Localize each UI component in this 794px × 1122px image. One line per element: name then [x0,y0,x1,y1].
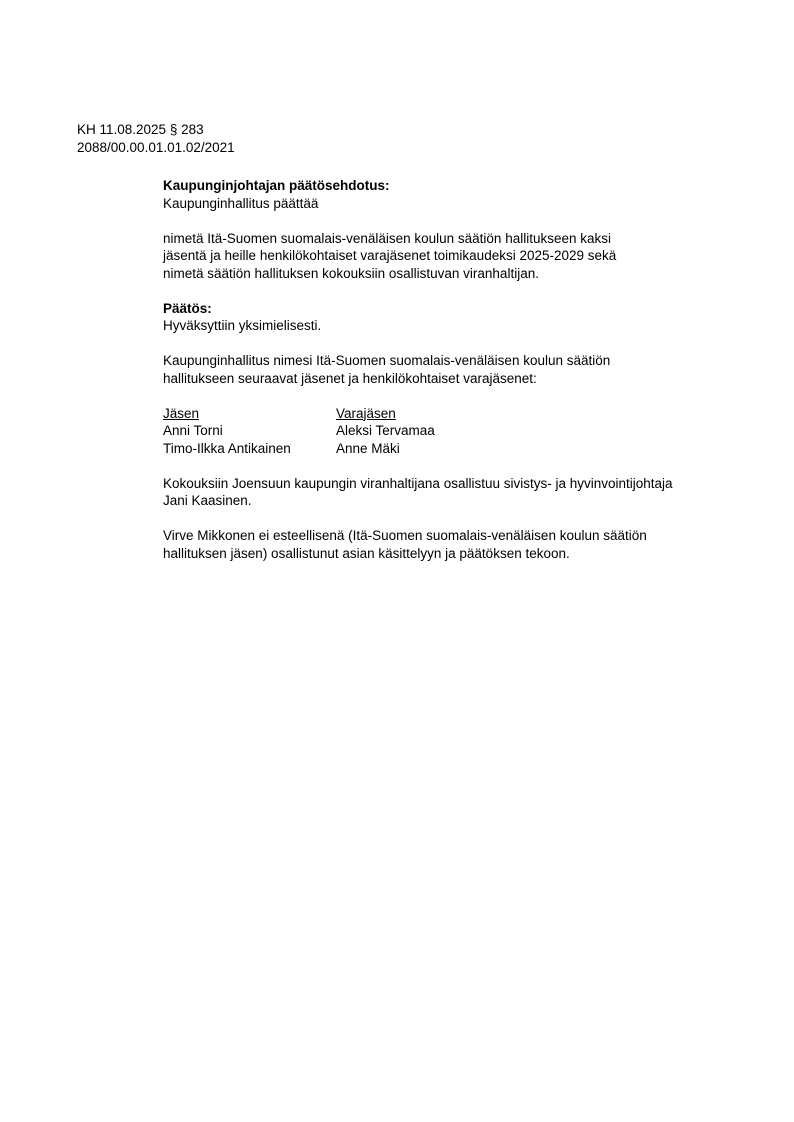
table-row [163,422,435,440]
column-header-member: Jäsen [163,405,200,421]
members-table-header [163,405,435,423]
decision-intro-line: Kaupunginhallitus nimesi Itä-Suomen suomalais-venäläisen koulun säätiön [163,353,611,368]
proposal-heading: Kaupunginjohtajan päätösehdotus: [163,178,390,193]
document-body [163,177,753,562]
proposal-body-line: nimetä säätiön hallituksen kokouksiin osallistuvan viranhaltijan. [163,265,539,281]
members-table [163,405,435,458]
proposal-body-line: jäsentä ja heille henkilökohtaiset varajäsenet toimikaudeksi 2025-2029 sekä [163,248,617,263]
document-header [77,121,235,156]
member-cell: Timo-Ilkka Antikainen [163,440,291,456]
disqualification-line: hallituksen jäsen) osallistunut asian käsittelyyn ja päätöksen tekoon. [163,545,570,561]
table-row [163,440,435,458]
proposal-intro: Kaupunginhallitus päättää [163,195,319,211]
decision-heading: Päätös: [163,300,212,316]
deputy-cell: Anne Mäki [336,440,400,456]
proposal-body-line: nimetä Itä-Suomen suomalais-venäläisen koulun säätiön hallitukseen kaksi [163,230,611,246]
case-number: 2088/00.00.01.01.02/2021 [77,139,235,155]
column-header-deputy: Varajäsen [336,405,396,421]
meeting-reference: KH 11.08.2025 § 283 [77,122,204,137]
member-cell: Anni Torni [163,423,223,438]
disqualification-line: Virve Mikkonen ei esteellisenä (Itä-Suomen suomalais-venäläisen koulun säätiön [163,528,647,543]
official-line: Jani Kaasinen. [163,493,252,508]
deputy-cell: Aleksi Tervamaa [336,423,435,438]
decision-result: Hyväksyttiin yksimielisesti. [163,318,322,333]
official-line: Kokouksiin Joensuun kaupungin viranhaltijana osallistuu sivistys- ja hyvinvointijohtaja [163,475,673,491]
decision-intro-line: hallitukseen seuraavat jäsenet ja henkilökohtaiset varajäsenet: [163,370,537,386]
